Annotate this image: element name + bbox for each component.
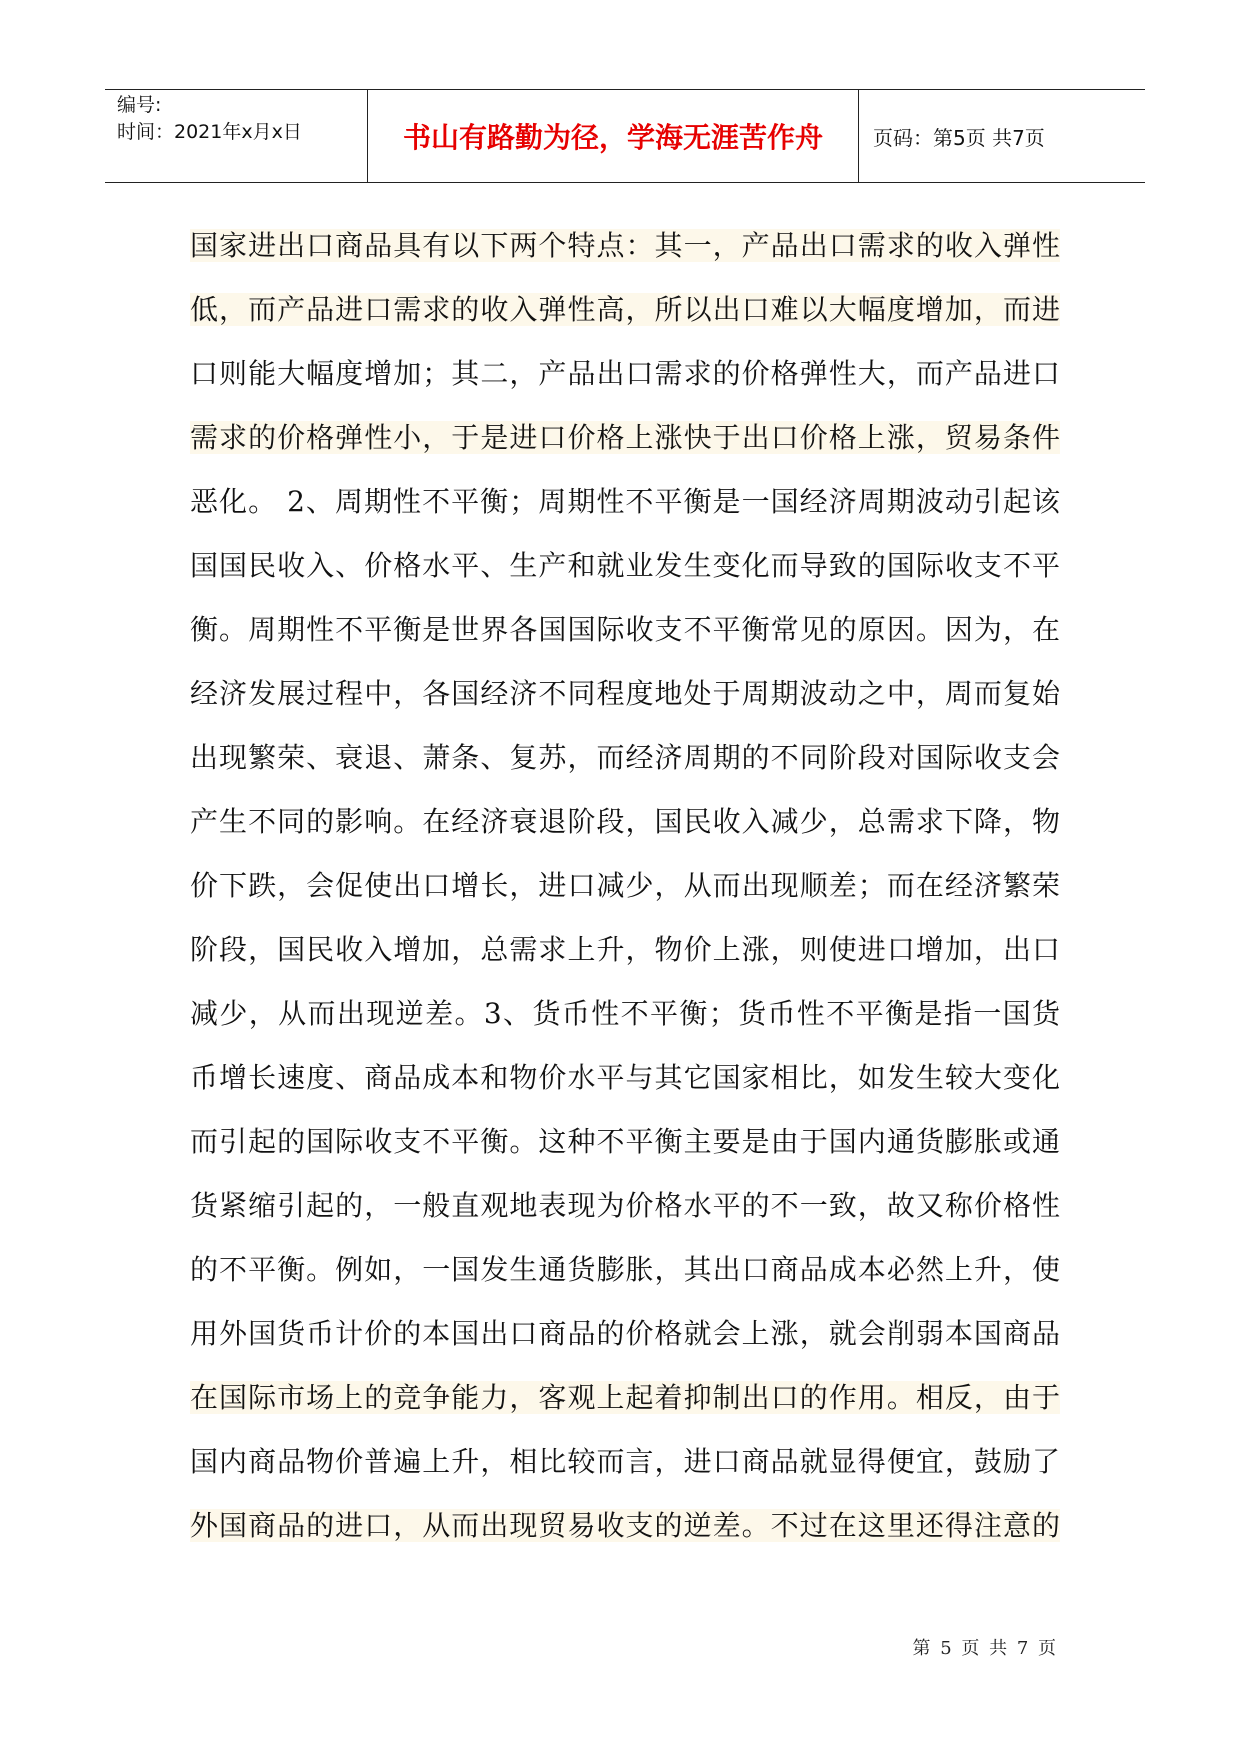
page-header	[105, 89, 1145, 183]
document-time-label: 时间：2021年x月x日	[117, 121, 302, 143]
header-motto: 书山有路勤为径，学海无涯苦作舟	[368, 90, 859, 182]
body-line: 恶化。 2、周期性不平衡；周期性不平衡是一国经济周期波动引起该	[190, 485, 1060, 518]
body-line: 产生不同的影响。在经济衰退阶段，国民收入减少，总需求下降，物	[190, 805, 1060, 838]
body-line: 价下跌，会促使出口增长，进口减少，从而出现顺差；而在经济繁荣	[190, 869, 1060, 902]
body-line: 口则能大幅度增加；其二，产品出口需求的价格弹性大，而产品进口	[190, 357, 1060, 390]
header-page-code: 页码：第5页 共7页	[873, 125, 1045, 150]
header-meta	[105, 90, 368, 182]
body-line: 用外国货币计价的本国出口商品的价格就会上涨，就会削弱本国商品	[190, 1317, 1060, 1350]
body-line: 需求的价格弹性小，于是进口价格上涨快于出口价格上涨，贸易条件	[190, 421, 1060, 454]
body-line: 货紧缩引起的，一般直观地表现为价格水平的不一致，故又称价格性	[190, 1189, 1060, 1222]
body-line: 阶段，国民收入增加，总需求上升，物价上涨，则使进口增加，出口	[190, 933, 1060, 966]
body-line: 国家进出口商品具有以下两个特点：其一，产品出口需求的收入弹性	[190, 229, 1060, 262]
body-line: 在国际市场上的竞争能力，客观上起着抑制出口的作用。相反，由于	[190, 1381, 1060, 1414]
body-line: 经济发展过程中，各国经济不同程度地处于周期波动之中，周而复始	[190, 677, 1060, 710]
document-body	[190, 214, 1060, 1558]
body-line: 出现繁荣、衰退、萧条、复苏，而经济周期的不同阶段对国际收支会	[190, 741, 1060, 774]
document-number-label: 编号:	[117, 94, 162, 116]
body-line: 国国民收入、价格水平、生产和就业发生变化而导致的国际收支不平	[190, 549, 1060, 582]
body-line: 低，而产品进口需求的收入弹性高，所以出口难以大幅度增加，而进	[190, 293, 1060, 326]
body-line: 外国商品的进口，从而出现贸易收支的逆差。不过在这里还得注意的	[190, 1509, 1060, 1542]
body-line: 的不平衡。例如，一国发生通货膨胀，其出口商品成本必然上升，使	[190, 1253, 1060, 1286]
body-line: 币增长速度、商品成本和物价水平与其它国家相比，如发生较大变化	[190, 1061, 1060, 1094]
body-line: 衡。周期性不平衡是世界各国国际收支不平衡常见的原因。因为，在	[190, 613, 1060, 646]
body-line: 而引起的国际收支不平衡。这种不平衡主要是由于国内通货膨胀或通	[190, 1125, 1060, 1158]
page-footer: 第 5 页 共 7 页	[912, 1638, 1058, 1659]
body-line: 减少，从而出现逆差。3、货币性不平衡；货币性不平衡是指一国货	[190, 997, 1060, 1030]
body-line: 国内商品物价普遍上升，相比较而言，进口商品就显得便宜，鼓励了	[190, 1445, 1060, 1478]
